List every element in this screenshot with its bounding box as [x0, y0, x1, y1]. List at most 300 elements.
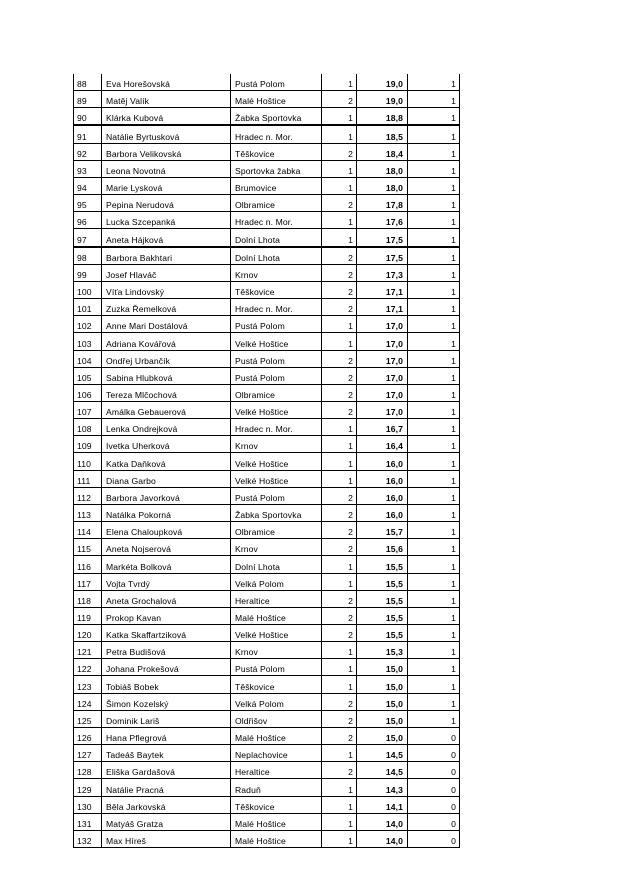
category-cell: 2 — [322, 281, 357, 298]
rank-cell: 89 — [74, 91, 102, 108]
table-row — [74, 762, 460, 779]
score-cell: 14,0 — [357, 830, 408, 847]
name-cell: Josef Hlaváč — [102, 264, 231, 281]
club-cell: Oldřišov — [231, 710, 322, 727]
club-cell: Velké Hoštice — [231, 470, 322, 487]
table-row — [74, 625, 460, 642]
category-cell: 1 — [322, 659, 357, 676]
club-cell: Olbramice — [231, 384, 322, 401]
qualified-flag-cell: 1 — [408, 436, 460, 453]
category-cell: 2 — [322, 350, 357, 367]
name-cell: Šimon Kozelský — [102, 693, 231, 710]
rank-cell: 91 — [74, 125, 102, 143]
table-row — [74, 212, 460, 229]
score-cell: 15,0 — [357, 727, 408, 744]
score-cell: 17,0 — [357, 350, 408, 367]
table-row — [74, 281, 460, 298]
category-cell: 2 — [322, 762, 357, 779]
rank-cell: 92 — [74, 143, 102, 160]
table-row — [74, 590, 460, 607]
qualified-flag-cell: 1 — [408, 470, 460, 487]
score-cell: 14,3 — [357, 779, 408, 796]
club-cell: Malé Hoštice — [231, 607, 322, 624]
name-cell: Tobiáš Bobek — [102, 676, 231, 693]
club-cell: Krnov — [231, 642, 322, 659]
qualified-flag-cell: 1 — [408, 281, 460, 298]
table-row — [74, 522, 460, 539]
qualified-flag-cell: 1 — [408, 607, 460, 624]
club-cell: Dolní Lhota — [231, 247, 322, 265]
qualified-flag-cell: 1 — [408, 522, 460, 539]
table-row — [74, 401, 460, 418]
table-row — [74, 108, 460, 126]
table-row — [74, 316, 460, 333]
qualified-flag-cell: 1 — [408, 212, 460, 229]
club-cell: Dolní Lhota — [231, 229, 322, 247]
rank-cell: 119 — [74, 607, 102, 624]
category-cell: 2 — [322, 384, 357, 401]
score-cell: 17,1 — [357, 299, 408, 316]
table-row — [74, 160, 460, 177]
club-cell: Dolní Lhota — [231, 556, 322, 573]
rank-cell: 104 — [74, 350, 102, 367]
qualified-flag-cell: 0 — [408, 727, 460, 744]
category-cell: 2 — [322, 590, 357, 607]
score-cell: 17,5 — [357, 247, 408, 265]
rank-cell: 131 — [74, 813, 102, 830]
name-cell: Aneta Grochalová — [102, 590, 231, 607]
score-cell: 17,0 — [357, 384, 408, 401]
category-cell: 2 — [322, 522, 357, 539]
qualified-flag-cell: 1 — [408, 177, 460, 194]
table-row — [74, 333, 460, 350]
table-row — [74, 384, 460, 401]
qualified-flag-cell: 1 — [408, 384, 460, 401]
club-cell: Žabka Sportovka — [231, 108, 322, 126]
club-cell: Pustá Polom — [231, 74, 322, 91]
table-row — [74, 350, 460, 367]
table-row — [74, 539, 460, 556]
table-row — [74, 727, 460, 744]
table-row — [74, 745, 460, 762]
name-cell: Markéta Bolková — [102, 556, 231, 573]
category-cell: 2 — [322, 487, 357, 504]
score-cell: 17,3 — [357, 264, 408, 281]
club-cell: Malé Hoštice — [231, 91, 322, 108]
name-cell: Natálie Byrtusková — [102, 125, 231, 143]
rank-cell: 117 — [74, 573, 102, 590]
category-cell: 1 — [322, 74, 357, 91]
club-cell: Pustá Polom — [231, 659, 322, 676]
category-cell: 1 — [322, 212, 357, 229]
qualified-flag-cell: 1 — [408, 195, 460, 212]
name-cell: Lucka Szcepanká — [102, 212, 231, 229]
rank-cell: 112 — [74, 487, 102, 504]
club-cell: Heraltice — [231, 762, 322, 779]
club-cell: Pustá Polom — [231, 367, 322, 384]
name-cell: Anne Mari Dostálová — [102, 316, 231, 333]
score-cell: 17,6 — [357, 212, 408, 229]
category-cell: 2 — [322, 247, 357, 265]
club-cell: Velké Hoštice — [231, 401, 322, 418]
club-cell: Brumovice — [231, 177, 322, 194]
name-cell: Aneta Hájková — [102, 229, 231, 247]
qualified-flag-cell: 0 — [408, 745, 460, 762]
table-row — [74, 813, 460, 830]
table-row — [74, 470, 460, 487]
category-cell: 2 — [322, 401, 357, 418]
club-cell: Pustá Polom — [231, 350, 322, 367]
name-cell: Barbora Javorková — [102, 487, 231, 504]
qualified-flag-cell: 1 — [408, 676, 460, 693]
category-cell: 2 — [322, 539, 357, 556]
name-cell: Dominik Lariš — [102, 710, 231, 727]
rank-cell: 128 — [74, 762, 102, 779]
category-cell: 1 — [322, 419, 357, 436]
rank-cell: 101 — [74, 299, 102, 316]
rank-cell: 96 — [74, 212, 102, 229]
name-cell: Zuzka Řemelková — [102, 299, 231, 316]
category-cell: 1 — [322, 556, 357, 573]
qualified-flag-cell: 1 — [408, 247, 460, 265]
qualified-flag-cell: 1 — [408, 125, 460, 143]
name-cell: Víťa Lindovský — [102, 281, 231, 298]
club-cell: Neplachovice — [231, 745, 322, 762]
category-cell: 2 — [322, 195, 357, 212]
club-cell: Velké Hoštice — [231, 625, 322, 642]
score-cell: 18,5 — [357, 125, 408, 143]
club-cell: Hradec n. Mor. — [231, 299, 322, 316]
name-cell: Max Híreš — [102, 830, 231, 847]
category-cell: 1 — [322, 470, 357, 487]
table-row — [74, 659, 460, 676]
club-cell: Těškovice — [231, 281, 322, 298]
qualified-flag-cell: 1 — [408, 504, 460, 521]
table-row — [74, 264, 460, 281]
category-cell: 1 — [322, 333, 357, 350]
rank-cell: 97 — [74, 229, 102, 247]
table-row — [74, 74, 460, 91]
table-row — [74, 607, 460, 624]
category-cell: 2 — [322, 299, 357, 316]
score-cell: 15,5 — [357, 607, 408, 624]
score-cell: 16,7 — [357, 419, 408, 436]
qualified-flag-cell: 1 — [408, 333, 460, 350]
table-row — [74, 229, 460, 247]
table-row — [74, 642, 460, 659]
club-cell: Pustá Polom — [231, 316, 322, 333]
rank-cell: 132 — [74, 830, 102, 847]
rank-cell: 120 — [74, 625, 102, 642]
table-row — [74, 177, 460, 194]
score-cell: 15,0 — [357, 693, 408, 710]
rank-cell: 130 — [74, 796, 102, 813]
rank-cell: 111 — [74, 470, 102, 487]
name-cell: Hana Pflegrová — [102, 727, 231, 744]
qualified-flag-cell: 1 — [408, 299, 460, 316]
score-cell: 17,0 — [357, 316, 408, 333]
name-cell: Aneta Nojserová — [102, 539, 231, 556]
score-cell: 15,0 — [357, 659, 408, 676]
score-cell: 16,0 — [357, 504, 408, 521]
score-cell: 17,5 — [357, 229, 408, 247]
qualified-flag-cell: 1 — [408, 539, 460, 556]
table-row — [74, 676, 460, 693]
club-cell: Sportovka žabka — [231, 160, 322, 177]
score-cell: 14,5 — [357, 745, 408, 762]
name-cell: Tadeáš Baytek — [102, 745, 231, 762]
table-row — [74, 195, 460, 212]
results-table-body — [74, 74, 460, 848]
qualified-flag-cell: 0 — [408, 779, 460, 796]
category-cell: 2 — [322, 143, 357, 160]
name-cell: Matyáš Gratza — [102, 813, 231, 830]
name-cell: Vojta Tvrdý — [102, 573, 231, 590]
score-cell: 17,0 — [357, 401, 408, 418]
score-cell: 15,5 — [357, 556, 408, 573]
name-cell: Barbora Velikovská — [102, 143, 231, 160]
club-cell: Malé Hoštice — [231, 830, 322, 847]
score-cell: 15,6 — [357, 539, 408, 556]
table-row — [74, 710, 460, 727]
category-cell: 1 — [322, 160, 357, 177]
table-row — [74, 367, 460, 384]
results-table — [73, 74, 460, 848]
rank-cell: 114 — [74, 522, 102, 539]
name-cell: Leona Novotná — [102, 160, 231, 177]
score-cell: 19,0 — [357, 74, 408, 91]
qualified-flag-cell: 1 — [408, 642, 460, 659]
name-cell: Katka Daňková — [102, 453, 231, 470]
club-cell: Velká Polom — [231, 573, 322, 590]
qualified-flag-cell: 0 — [408, 762, 460, 779]
score-cell: 15,5 — [357, 573, 408, 590]
rank-cell: 127 — [74, 745, 102, 762]
name-cell: Petra Budišová — [102, 642, 231, 659]
score-cell: 14,0 — [357, 813, 408, 830]
table-row — [74, 419, 460, 436]
name-cell: Pepina Nerudová — [102, 195, 231, 212]
rank-cell: 126 — [74, 727, 102, 744]
category-cell: 2 — [322, 625, 357, 642]
qualified-flag-cell: 0 — [408, 830, 460, 847]
table-row — [74, 436, 460, 453]
category-cell: 1 — [322, 830, 357, 847]
rank-cell: 94 — [74, 177, 102, 194]
table-row — [74, 143, 460, 160]
score-cell: 18,8 — [357, 108, 408, 126]
qualified-flag-cell: 1 — [408, 659, 460, 676]
club-cell: Olbramice — [231, 195, 322, 212]
score-cell: 17,0 — [357, 333, 408, 350]
club-cell: Krnov — [231, 436, 322, 453]
rank-cell: 100 — [74, 281, 102, 298]
qualified-flag-cell: 1 — [408, 108, 460, 126]
name-cell: Johana Prokešová — [102, 659, 231, 676]
name-cell: Eliška Gardašová — [102, 762, 231, 779]
rank-cell: 118 — [74, 590, 102, 607]
rank-cell: 88 — [74, 74, 102, 91]
qualified-flag-cell: 1 — [408, 556, 460, 573]
category-cell: 1 — [322, 745, 357, 762]
category-cell: 1 — [322, 177, 357, 194]
score-cell: 16,0 — [357, 487, 408, 504]
name-cell: Klárka Kubová — [102, 108, 231, 126]
club-cell: Malé Hoštice — [231, 813, 322, 830]
club-cell: Hradec n. Mor. — [231, 212, 322, 229]
score-cell: 15,5 — [357, 625, 408, 642]
qualified-flag-cell: 1 — [408, 625, 460, 642]
qualified-flag-cell: 1 — [408, 350, 460, 367]
name-cell: Ondřej Urbančík — [102, 350, 231, 367]
name-cell: Natálka Pokorná — [102, 504, 231, 521]
table-row — [74, 247, 460, 265]
qualified-flag-cell: 1 — [408, 367, 460, 384]
score-cell: 16,4 — [357, 436, 408, 453]
qualified-flag-cell: 1 — [408, 487, 460, 504]
table-row — [74, 125, 460, 143]
rank-cell: 107 — [74, 401, 102, 418]
qualified-flag-cell: 1 — [408, 453, 460, 470]
qualified-flag-cell: 1 — [408, 573, 460, 590]
club-cell: Velká Polom — [231, 693, 322, 710]
score-cell: 15,0 — [357, 710, 408, 727]
category-cell: 1 — [322, 796, 357, 813]
rank-cell: 105 — [74, 367, 102, 384]
score-cell: 15,0 — [357, 676, 408, 693]
score-cell: 17,0 — [357, 367, 408, 384]
name-cell: Tereza Mlčochová — [102, 384, 231, 401]
score-cell: 15,5 — [357, 590, 408, 607]
score-cell: 17,1 — [357, 281, 408, 298]
name-cell: Ivetka Uherková — [102, 436, 231, 453]
rank-cell: 123 — [74, 676, 102, 693]
score-cell: 15,3 — [357, 642, 408, 659]
score-cell: 14,1 — [357, 796, 408, 813]
rank-cell: 108 — [74, 419, 102, 436]
club-cell: Žabka Sportovka — [231, 504, 322, 521]
rank-cell: 121 — [74, 642, 102, 659]
name-cell: Adriana Kovářová — [102, 333, 231, 350]
score-cell: 14,5 — [357, 762, 408, 779]
club-cell: Těškovice — [231, 796, 322, 813]
rank-cell: 115 — [74, 539, 102, 556]
club-cell: Velké Hoštice — [231, 453, 322, 470]
table-row — [74, 299, 460, 316]
category-cell: 2 — [322, 367, 357, 384]
name-cell: Eva Horešovská — [102, 74, 231, 91]
qualified-flag-cell: 0 — [408, 796, 460, 813]
qualified-flag-cell: 1 — [408, 74, 460, 91]
score-cell: 18,0 — [357, 177, 408, 194]
table-row — [74, 91, 460, 108]
category-cell: 2 — [322, 727, 357, 744]
score-cell: 16,0 — [357, 470, 408, 487]
name-cell: Katka Skaffartziková — [102, 625, 231, 642]
rank-cell: 95 — [74, 195, 102, 212]
qualified-flag-cell: 1 — [408, 419, 460, 436]
score-cell: 16,0 — [357, 453, 408, 470]
table-row — [74, 573, 460, 590]
category-cell: 1 — [322, 573, 357, 590]
name-cell: Sabina Hlubková — [102, 367, 231, 384]
club-cell: Hradec n. Mor. — [231, 419, 322, 436]
category-cell: 1 — [322, 779, 357, 796]
name-cell: Barbora Bakhtari — [102, 247, 231, 265]
category-cell: 2 — [322, 693, 357, 710]
rank-cell: 99 — [74, 264, 102, 281]
qualified-flag-cell: 1 — [408, 160, 460, 177]
name-cell: Marie Lysková — [102, 177, 231, 194]
table-row — [74, 504, 460, 521]
club-cell: Krnov — [231, 264, 322, 281]
rank-cell: 110 — [74, 453, 102, 470]
name-cell: Matěj Valík — [102, 91, 231, 108]
table-row — [74, 796, 460, 813]
category-cell: 1 — [322, 642, 357, 659]
qualified-flag-cell: 1 — [408, 91, 460, 108]
club-cell: Těškovice — [231, 143, 322, 160]
category-cell: 1 — [322, 813, 357, 830]
name-cell: Diana Garbo — [102, 470, 231, 487]
qualified-flag-cell: 1 — [408, 693, 460, 710]
club-cell: Pustá Polom — [231, 487, 322, 504]
club-cell: Těškovice — [231, 676, 322, 693]
rank-cell: 122 — [74, 659, 102, 676]
score-cell: 17,8 — [357, 195, 408, 212]
rank-cell: 124 — [74, 693, 102, 710]
rank-cell: 129 — [74, 779, 102, 796]
name-cell: Prokop Kavan — [102, 607, 231, 624]
rank-cell: 93 — [74, 160, 102, 177]
club-cell: Velké Hoštice — [231, 333, 322, 350]
category-cell: 1 — [322, 229, 357, 247]
rank-cell: 109 — [74, 436, 102, 453]
category-cell: 1 — [322, 125, 357, 143]
category-cell: 2 — [322, 607, 357, 624]
category-cell: 2 — [322, 710, 357, 727]
table-row — [74, 556, 460, 573]
qualified-flag-cell: 1 — [408, 264, 460, 281]
qualified-flag-cell: 1 — [408, 710, 460, 727]
rank-cell: 116 — [74, 556, 102, 573]
qualified-flag-cell: 0 — [408, 813, 460, 830]
category-cell: 2 — [322, 91, 357, 108]
club-cell: Raduň — [231, 779, 322, 796]
category-cell: 1 — [322, 453, 357, 470]
club-cell: Olbramice — [231, 522, 322, 539]
rank-cell: 102 — [74, 316, 102, 333]
score-cell: 15,7 — [357, 522, 408, 539]
score-cell: 18,4 — [357, 143, 408, 160]
category-cell: 2 — [322, 264, 357, 281]
score-cell: 18,0 — [357, 160, 408, 177]
club-cell: Malé Hoštice — [231, 727, 322, 744]
name-cell: Lenka Ondrejková — [102, 419, 231, 436]
name-cell: Natálie Pracná — [102, 779, 231, 796]
table-row — [74, 487, 460, 504]
rank-cell: 98 — [74, 247, 102, 265]
club-cell: Heraltice — [231, 590, 322, 607]
qualified-flag-cell: 1 — [408, 143, 460, 160]
club-cell: Krnov — [231, 539, 322, 556]
rank-cell: 90 — [74, 108, 102, 126]
table-row — [74, 830, 460, 847]
qualified-flag-cell: 1 — [408, 316, 460, 333]
club-cell: Hradec n. Mor. — [231, 125, 322, 143]
table-row — [74, 453, 460, 470]
rank-cell: 113 — [74, 504, 102, 521]
